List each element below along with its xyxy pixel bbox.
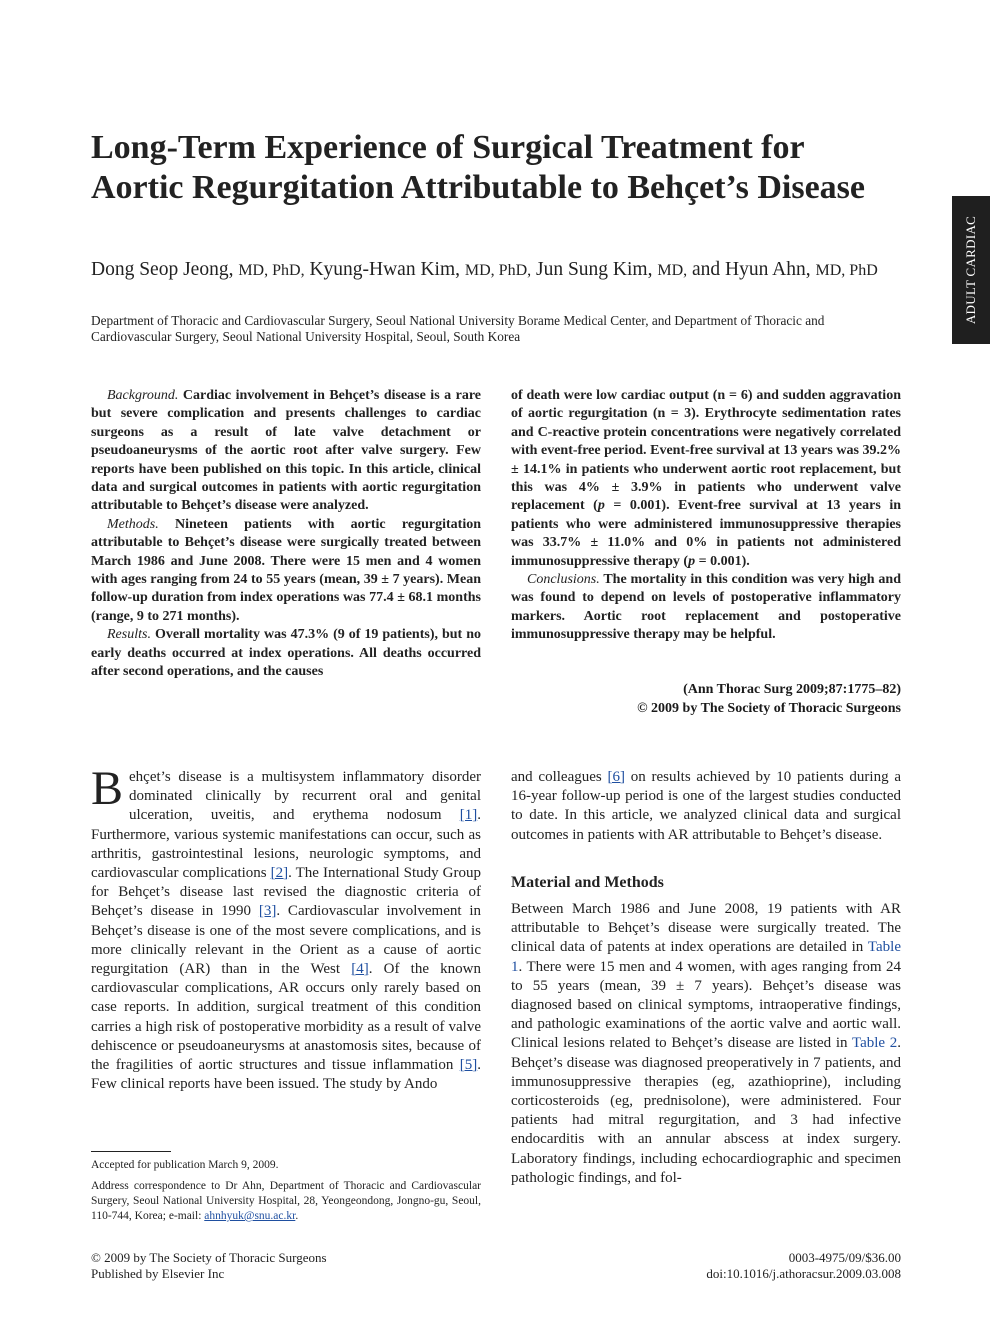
reference-link[interactable]: [3]: [258, 903, 277, 920]
footnote-divider: [91, 1151, 171, 1152]
author-degree: MD, PhD,: [238, 262, 305, 279]
methods-label: Methods.: [107, 516, 159, 532]
reference-link[interactable]: [5]: [459, 1057, 478, 1074]
footnotes: [91, 1158, 481, 1224]
table-link[interactable]: Table 1: [511, 939, 901, 975]
email-link[interactable]: ahnhyuk@snu.ac.kr: [204, 1210, 296, 1222]
abstract-left-column: [91, 387, 481, 682]
footer-left: [91, 1250, 491, 1281]
reference-link[interactable]: [2]: [270, 865, 289, 882]
author-degree: MD, PhD: [815, 262, 878, 279]
abstract-results: Results. Overall mortality was 47.3% (9 of 19 patients), but no early deaths occurred at index operations. All deaths occurred after second operations, and the causes: [91, 627, 481, 680]
drop-cap: B: [91, 762, 124, 815]
affiliation: Department of Thoracic and Cardiovascular Surgery, Seoul National University Borame Medical Center, and Department of Thoracic and Cardiovascular Surgery, Seoul National University Hospital, Seoul, South Korea: [91, 313, 825, 344]
abstract-results-continued: of death were low cardiac output (n = 6) and sudden aggravation of aortic regurgitation (n = 3). Erythrocyte sedimentation rates and C-reactive protein concentrations were negatively correlated with event-free period. Event-free survival at 13 years was 39.2% ± 14.1% in patients who underwent aortic root replacement, but this was 4% ± 3.9% in patients who underwent valve replacement (p = 0.001). Event-free survival at 13 years in patients who were administered immunosuppressive therapies was 33.7% ± 11.0% and 0% in patients not administered immunosuppressive therapy (p = 0.001).: [511, 388, 902, 569]
reference-link[interactable]: [1]: [459, 807, 478, 824]
author-name: Dong Seop Jeong,: [91, 259, 234, 280]
methods-paragraph: Between March 1986 and June 2008, 19 patients with AR attributable to Behçet’s disease were surgically treated. The clinical data of patents at index operations are detailed in Table 1. There were 15 men and 4 women, with ages ranging from 24 to 55 years (mean, 39 ± 7 years). Behçet’s disease was diagnosed based on clinical symptoms, intraoperative findings, and pathologic examinations of the aortic valve and aortic wall. Clinical lesions related to Behçet’s disease are listed in Table 2. Behçet’s disease was diagnosed preoperatively in 7 patients, and immunosuppressive therapies (eg, azathioprine), including corticosteroids (eg, prednisolone), were administered. Four patients had mitral regurgitation, and 3 had infective endocarditis with an annular abscess at index surgery. Laboratory findings, including echocardiographic and specimen pathologic findings, and fol-: [511, 901, 901, 1186]
author-name: Jun Sung Kim,: [536, 259, 653, 280]
body-left-column: [91, 762, 482, 1094]
accepted-date: Accepted for publication March 9, 2009.: [91, 1159, 279, 1171]
table-link[interactable]: Table 2: [851, 1035, 898, 1052]
journal-citation: [511, 680, 901, 718]
author-name: Kyung-Hwan Kim,: [309, 259, 461, 280]
abstract-background: Background. Cardiac involvement in Behçet’s disease is a rare but severe complication and presents challenges to cardiac surgeons as a result of late valve detachment or pseudoaneurysms of the aortic root after valve surgery. Few reports have been published on this topic. In this article, clinical data and surgical outcomes in patients with aortic regurgitation attributable to Behçet’s disease were analyzed.: [91, 388, 481, 514]
author-list: [91, 258, 891, 283]
section-side-tab: [952, 196, 990, 344]
article-title: Long-Term Experience of Surgical Treatment for Aortic Regurgitation Attributable to Behçet’s Disease: [91, 129, 865, 206]
author-degree: MD,: [657, 262, 688, 279]
side-tab-label: ADULT CARDIAC: [963, 215, 978, 325]
abstract-methods: Methods. Nineteen patients with aortic regurgitation attributable to Behçet’s disease were surgically treated between March 1986 and June 2008. There were 15 men and 4 women with ages ranging from 24 to 55 years (mean, 39 ± 7 years). Mean follow-up duration from index operations was 77.4 ± 68.1 months (range, 9 to 271 months).: [91, 516, 481, 624]
reference-link[interactable]: [6]: [607, 769, 625, 785]
author-degree: MD, PhD,: [464, 262, 532, 279]
results-label: Results.: [107, 627, 151, 643]
footer-copyright: © 2009 by The Society of Thoracic Surgeons: [91, 1250, 327, 1265]
footer-right: [501, 1250, 901, 1281]
citation-line: (Ann Thorac Surg 2009;87:1775–82): [683, 682, 901, 697]
conclusions-label: Conclusions.: [527, 572, 600, 588]
footer-issn: 0003-4975/09/$36.00: [788, 1250, 901, 1265]
section-heading: Material and Methods: [511, 873, 664, 891]
intro-paragraph: Behçet’s disease is a multisystem inflammatory disorder dominated clinically by recurrent oral and genital ulceration, uveitis, and erythema nodosum [1]. Furthermore, various systemic manifestations can occur, such as arthritis, gastrointestinal lesions, neurologic symptoms, and cardiovascular complications [2]. The International Study Group for Behçet’s disease last revised the diagnostic criteria of Behçet’s disease in 1990 [3]. Cardiovascular involvement in Behçet’s disease is one of the most severe complications, and is more clinically relevant in the Orient as a cause of aortic regurgitation (AR) than in the West [4]. Of the known cardiovascular complications, AR occurs only rarely based on case reports. In addition, surgical treatment of this condition carries a high risk of postoperative morbidity as a result of valve dehiscence or pseudoaneurysms at anastomosis sites, because of the fragilities of aortic structures and tissue inflammation [5]. Few clinical reports have been issued. The study by Ando: [91, 762, 482, 1093]
background-label: Background.: [107, 388, 179, 403]
abstract-conclusions: Conclusions. The mortality in this condition was very high and was found to depend on levels of postoperative inflammatory markers. Aortic root replacement and postoperative immunosuppressive therapy may be helpful.: [511, 572, 901, 643]
abstract-right-column: [511, 387, 901, 645]
copyright-line: © 2009 by The Society of Thoracic Surgeons: [637, 701, 901, 716]
reference-link[interactable]: [4]: [351, 961, 369, 978]
footer-doi: doi:10.1016/j.athoracsur.2009.03.008: [706, 1265, 901, 1281]
body-right-column: [511, 768, 901, 1188]
intro-paragraph-continued: and colleagues [6] on results achieved by 10 patients during a 16-year follow-up period is one of the largest studies conducted to date. In this article, we analyzed clinical data and surgical outcomes in patients with AR attributable to Behçet’s disease.: [511, 769, 901, 843]
correspondence-address: Address correspondence to Dr Ahn, Department of Thoracic and Cardiovascular Surgery, Seoul National University Hospital, 28, Yeongeondong, Jongno-gu, Seoul, 110-744, Korea; e-mail: ahnhyuk@snu.ac.kr.: [91, 1180, 481, 1222]
author-name: and Hyun Ahn,: [692, 259, 811, 280]
footer-publisher: Published by Elsevier Inc: [91, 1265, 225, 1281]
